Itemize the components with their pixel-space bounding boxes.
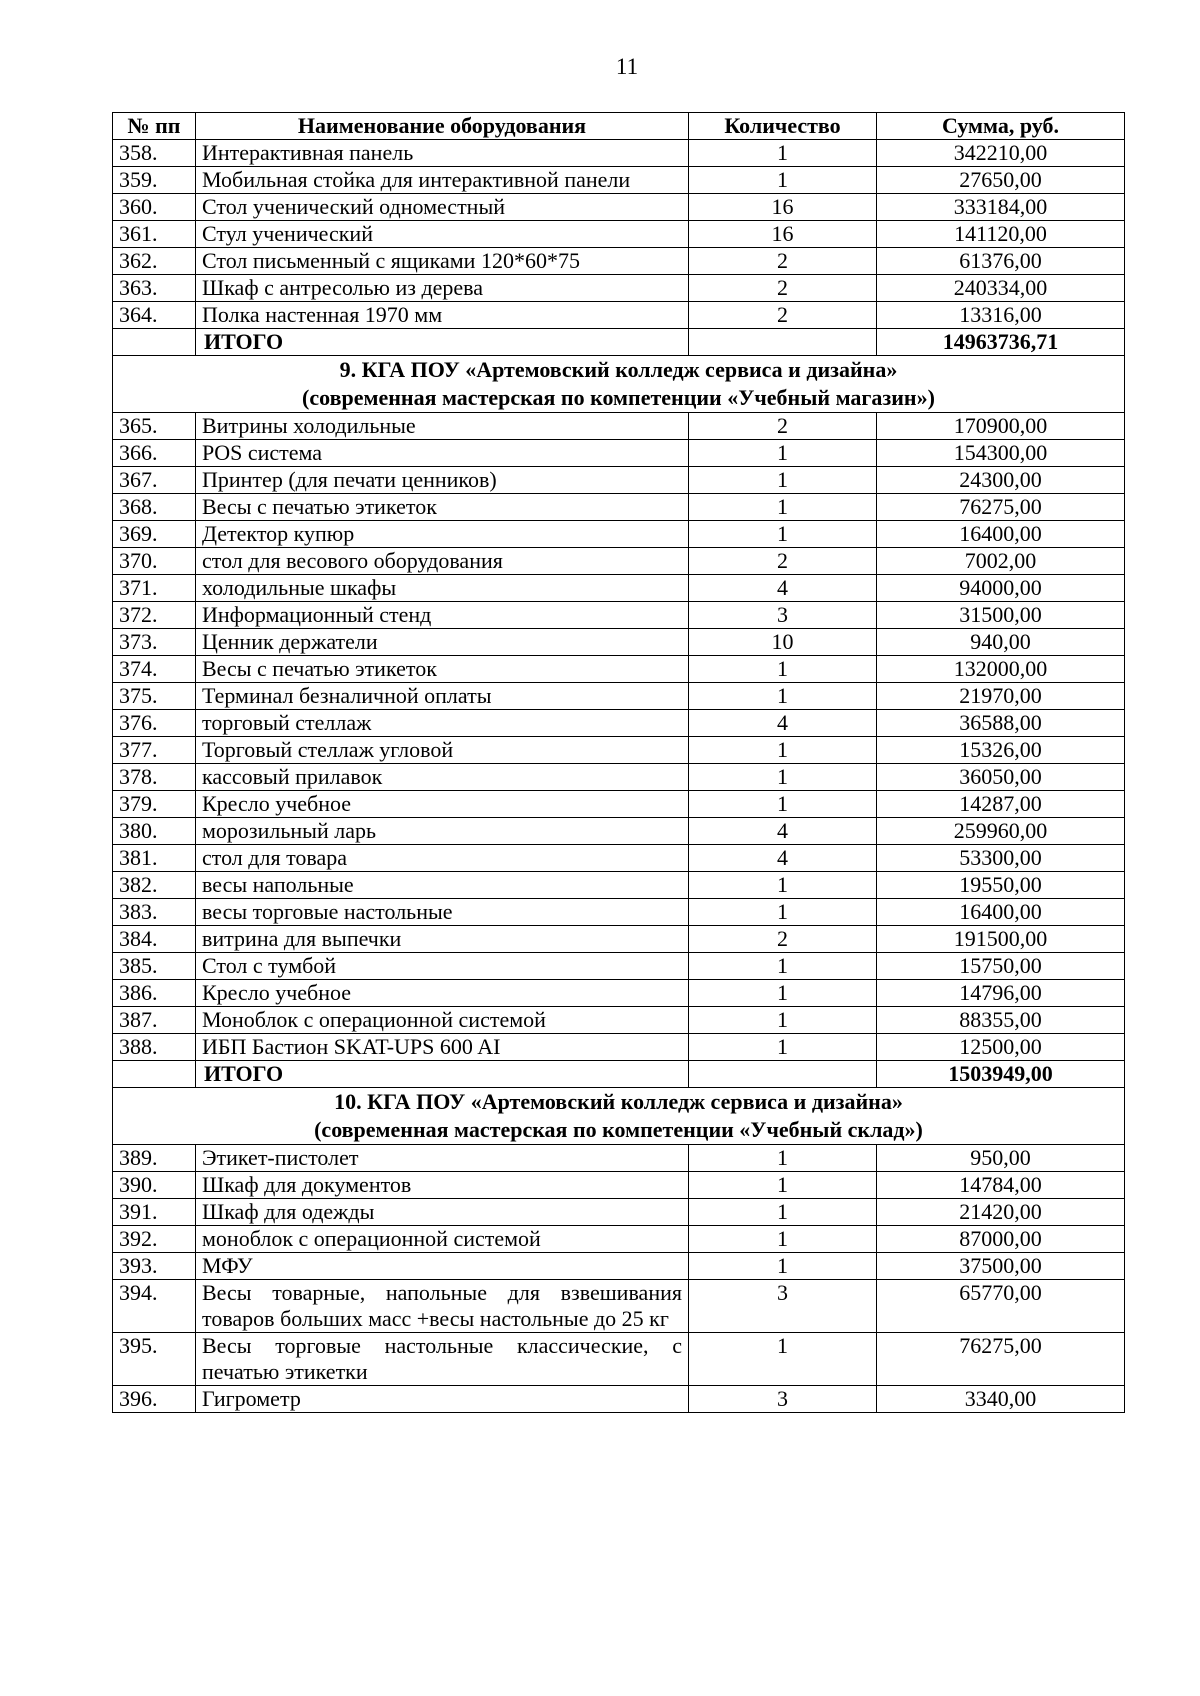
total-sum: 1503949,00 bbox=[877, 1061, 1125, 1088]
row-number: 367. bbox=[113, 467, 196, 494]
equipment-name: Интерактивная панель bbox=[196, 140, 689, 167]
equipment-name: кассовый прилавок bbox=[196, 764, 689, 791]
amount: 132000,00 bbox=[877, 656, 1125, 683]
equipment-name: Шкаф с антресолью из дерева bbox=[196, 275, 689, 302]
equipment-name: Кресло учебное bbox=[196, 791, 689, 818]
total-num-cell bbox=[113, 329, 196, 356]
amount: 7002,00 bbox=[877, 548, 1125, 575]
equipment-name: МФУ bbox=[196, 1253, 689, 1280]
table-row bbox=[113, 845, 1125, 872]
amount: 342210,00 bbox=[877, 140, 1125, 167]
table-row bbox=[113, 1199, 1125, 1226]
table-row bbox=[113, 629, 1125, 656]
equipment-name: витрина для выпечки bbox=[196, 926, 689, 953]
total-row bbox=[113, 329, 1125, 356]
row-number: 376. bbox=[113, 710, 196, 737]
quantity: 1 bbox=[689, 494, 877, 521]
amount: 191500,00 bbox=[877, 926, 1125, 953]
table-row bbox=[113, 275, 1125, 302]
quantity: 2 bbox=[689, 302, 877, 329]
row-number: 374. bbox=[113, 656, 196, 683]
quantity: 3 bbox=[689, 1386, 877, 1413]
table-row bbox=[113, 167, 1125, 194]
quantity: 2 bbox=[689, 275, 877, 302]
quantity: 4 bbox=[689, 575, 877, 602]
row-number: 382. bbox=[113, 872, 196, 899]
quantity: 1 bbox=[689, 656, 877, 683]
header-num: № пп bbox=[113, 113, 196, 140]
section-title bbox=[113, 356, 1125, 413]
table-row bbox=[113, 1386, 1125, 1413]
quantity: 4 bbox=[689, 845, 877, 872]
quantity: 1 bbox=[689, 980, 877, 1007]
section-header-row bbox=[113, 1088, 1125, 1145]
amount: 36588,00 bbox=[877, 710, 1125, 737]
quantity: 1 bbox=[689, 1172, 877, 1199]
equipment-name: Весы с печатью этикеток bbox=[196, 656, 689, 683]
equipment-name: моноблок с операционной системой bbox=[196, 1226, 689, 1253]
row-number: 365. bbox=[113, 413, 196, 440]
table-row bbox=[113, 575, 1125, 602]
table-row bbox=[113, 494, 1125, 521]
table-row bbox=[113, 140, 1125, 167]
equipment-name: Шкаф для документов bbox=[196, 1172, 689, 1199]
quantity: 1 bbox=[689, 167, 877, 194]
table-row bbox=[113, 872, 1125, 899]
equipment-name: Витрины холодильные bbox=[196, 413, 689, 440]
row-number: 368. bbox=[113, 494, 196, 521]
table-row bbox=[113, 710, 1125, 737]
equipment-name: Гигрометр bbox=[196, 1386, 689, 1413]
header-name: Наименование оборудования bbox=[196, 113, 689, 140]
equipment-table bbox=[112, 112, 1125, 1413]
table-header-row bbox=[113, 113, 1125, 140]
quantity: 1 bbox=[689, 1007, 877, 1034]
row-number: 380. bbox=[113, 818, 196, 845]
equipment-name: Стол ученический одноместный bbox=[196, 194, 689, 221]
amount: 940,00 bbox=[877, 629, 1125, 656]
amount: 154300,00 bbox=[877, 440, 1125, 467]
table-row bbox=[113, 953, 1125, 980]
quantity: 16 bbox=[689, 194, 877, 221]
quantity: 1 bbox=[689, 737, 877, 764]
equipment-name: Принтер (для печати ценников) bbox=[196, 467, 689, 494]
equipment-name: Терминал безналичной оплаты bbox=[196, 683, 689, 710]
table-row bbox=[113, 926, 1125, 953]
equipment-name: Стол письменный с ящиками 120*60*75 bbox=[196, 248, 689, 275]
row-number: 360. bbox=[113, 194, 196, 221]
equipment-name: Весы с печатью этикеток bbox=[196, 494, 689, 521]
amount: 21420,00 bbox=[877, 1199, 1125, 1226]
amount: 15326,00 bbox=[877, 737, 1125, 764]
equipment-name: торговый стеллаж bbox=[196, 710, 689, 737]
total-sum: 14963736,71 bbox=[877, 329, 1125, 356]
table-row bbox=[113, 602, 1125, 629]
amount: 24300,00 bbox=[877, 467, 1125, 494]
row-number: 393. bbox=[113, 1253, 196, 1280]
equipment-name: POS система bbox=[196, 440, 689, 467]
row-number: 358. bbox=[113, 140, 196, 167]
quantity: 4 bbox=[689, 710, 877, 737]
quantity: 1 bbox=[689, 1034, 877, 1061]
table-row bbox=[113, 548, 1125, 575]
section-title-line1: 9. КГА ПОУ «Артемовский колледж сервиса и дизайна» bbox=[339, 357, 898, 382]
equipment-name: Весы торговые настольные классические, с печатью этикетки bbox=[196, 1333, 689, 1386]
quantity: 1 bbox=[689, 791, 877, 818]
quantity: 1 bbox=[689, 140, 877, 167]
quantity: 1 bbox=[689, 1199, 877, 1226]
header-qty: Количество bbox=[689, 113, 877, 140]
equipment-name: Торговый стеллаж угловой bbox=[196, 737, 689, 764]
row-number: 388. bbox=[113, 1034, 196, 1061]
amount: 14287,00 bbox=[877, 791, 1125, 818]
equipment-name: Кресло учебное bbox=[196, 980, 689, 1007]
quantity: 1 bbox=[689, 467, 877, 494]
table-row bbox=[113, 248, 1125, 275]
table-row bbox=[113, 791, 1125, 818]
quantity: 4 bbox=[689, 818, 877, 845]
quantity: 1 bbox=[689, 899, 877, 926]
quantity: 10 bbox=[689, 629, 877, 656]
total-qty-cell bbox=[689, 1061, 877, 1088]
table-row bbox=[113, 1280, 1125, 1333]
total-qty-cell bbox=[689, 329, 877, 356]
amount: 27650,00 bbox=[877, 167, 1125, 194]
amount: 333184,00 bbox=[877, 194, 1125, 221]
row-number: 379. bbox=[113, 791, 196, 818]
table-row bbox=[113, 413, 1125, 440]
table-row bbox=[113, 764, 1125, 791]
equipment-name: Этикет-пистолет bbox=[196, 1145, 689, 1172]
equipment-name: Мобильная стойка для интерактивной панели bbox=[196, 167, 689, 194]
amount: 12500,00 bbox=[877, 1034, 1125, 1061]
table-row bbox=[113, 194, 1125, 221]
amount: 3340,00 bbox=[877, 1386, 1125, 1413]
section-title-line2: (современная мастерская по компетенции «Учебный магазин») bbox=[302, 385, 935, 410]
table-row bbox=[113, 1172, 1125, 1199]
total-label: ИТОГО bbox=[196, 1061, 689, 1088]
row-number: 362. bbox=[113, 248, 196, 275]
table-row bbox=[113, 737, 1125, 764]
row-number: 390. bbox=[113, 1172, 196, 1199]
amount: 259960,00 bbox=[877, 818, 1125, 845]
quantity: 1 bbox=[689, 953, 877, 980]
table-row bbox=[113, 1226, 1125, 1253]
section-header-row bbox=[113, 356, 1125, 413]
quantity: 1 bbox=[689, 764, 877, 791]
table-row bbox=[113, 467, 1125, 494]
equipment-name: стол для весового оборудования bbox=[196, 548, 689, 575]
equipment-name: Моноблок с операционной системой bbox=[196, 1007, 689, 1034]
amount: 37500,00 bbox=[877, 1253, 1125, 1280]
row-number: 383. bbox=[113, 899, 196, 926]
row-number: 392. bbox=[113, 1226, 196, 1253]
equipment-name: холодильные шкафы bbox=[196, 575, 689, 602]
row-number: 386. bbox=[113, 980, 196, 1007]
row-number: 394. bbox=[113, 1280, 196, 1333]
row-number: 385. bbox=[113, 953, 196, 980]
row-number: 371. bbox=[113, 575, 196, 602]
amount: 88355,00 bbox=[877, 1007, 1125, 1034]
row-number: 363. bbox=[113, 275, 196, 302]
amount: 141120,00 bbox=[877, 221, 1125, 248]
section-title-line2: (современная мастерская по компетенции «Учебный склад») bbox=[314, 1117, 923, 1142]
equipment-name: весы торговые настольные bbox=[196, 899, 689, 926]
table-row bbox=[113, 1034, 1125, 1061]
amount: 170900,00 bbox=[877, 413, 1125, 440]
amount: 76275,00 bbox=[877, 1333, 1125, 1386]
total-row bbox=[113, 1061, 1125, 1088]
row-number: 378. bbox=[113, 764, 196, 791]
row-number: 370. bbox=[113, 548, 196, 575]
quantity: 1 bbox=[689, 1226, 877, 1253]
row-number: 395. bbox=[113, 1333, 196, 1386]
equipment-name: стол для товара bbox=[196, 845, 689, 872]
row-number: 366. bbox=[113, 440, 196, 467]
row-number: 384. bbox=[113, 926, 196, 953]
amount: 14796,00 bbox=[877, 980, 1125, 1007]
table-body bbox=[113, 140, 1125, 1413]
section-title bbox=[113, 1088, 1125, 1145]
equipment-name: Ценник держатели bbox=[196, 629, 689, 656]
amount: 65770,00 bbox=[877, 1280, 1125, 1333]
table-row bbox=[113, 221, 1125, 248]
quantity: 2 bbox=[689, 248, 877, 275]
row-number: 375. bbox=[113, 683, 196, 710]
quantity: 2 bbox=[689, 926, 877, 953]
row-number: 359. bbox=[113, 167, 196, 194]
quantity: 1 bbox=[689, 683, 877, 710]
equipment-name: Полка настенная 1970 мм bbox=[196, 302, 689, 329]
quantity: 1 bbox=[689, 1145, 877, 1172]
amount: 16400,00 bbox=[877, 521, 1125, 548]
amount: 240334,00 bbox=[877, 275, 1125, 302]
row-number: 396. bbox=[113, 1386, 196, 1413]
quantity: 3 bbox=[689, 1280, 877, 1333]
quantity: 1 bbox=[689, 1333, 877, 1386]
amount: 21970,00 bbox=[877, 683, 1125, 710]
quantity: 1 bbox=[689, 521, 877, 548]
row-number: 391. bbox=[113, 1199, 196, 1226]
amount: 61376,00 bbox=[877, 248, 1125, 275]
total-num-cell bbox=[113, 1061, 196, 1088]
equipment-name: морозильный ларь bbox=[196, 818, 689, 845]
table-row bbox=[113, 302, 1125, 329]
row-number: 387. bbox=[113, 1007, 196, 1034]
quantity: 2 bbox=[689, 413, 877, 440]
amount: 36050,00 bbox=[877, 764, 1125, 791]
table-row bbox=[113, 1253, 1125, 1280]
amount: 94000,00 bbox=[877, 575, 1125, 602]
table-row bbox=[113, 521, 1125, 548]
table-row bbox=[113, 899, 1125, 926]
table-row bbox=[113, 980, 1125, 1007]
equipment-name: Стул ученический bbox=[196, 221, 689, 248]
amount: 31500,00 bbox=[877, 602, 1125, 629]
row-number: 361. bbox=[113, 221, 196, 248]
table-row bbox=[113, 440, 1125, 467]
page-number: 11 bbox=[615, 54, 639, 79]
table-row bbox=[113, 1007, 1125, 1034]
row-number: 369. bbox=[113, 521, 196, 548]
equipment-name: весы напольные bbox=[196, 872, 689, 899]
row-number: 372. bbox=[113, 602, 196, 629]
amount: 76275,00 bbox=[877, 494, 1125, 521]
quantity: 2 bbox=[689, 548, 877, 575]
total-label: ИТОГО bbox=[196, 329, 689, 356]
row-number: 373. bbox=[113, 629, 196, 656]
equipment-name: Информационный стенд bbox=[196, 602, 689, 629]
header-sum: Сумма, руб. bbox=[877, 113, 1125, 140]
equipment-name: Шкаф для одежды bbox=[196, 1199, 689, 1226]
amount: 14784,00 bbox=[877, 1172, 1125, 1199]
amount: 950,00 bbox=[877, 1145, 1125, 1172]
equipment-name: ИБП Бастион SKAT-UPS 600 AI bbox=[196, 1034, 689, 1061]
amount: 19550,00 bbox=[877, 872, 1125, 899]
table-row bbox=[113, 818, 1125, 845]
row-number: 389. bbox=[113, 1145, 196, 1172]
section-title-line1: 10. КГА ПОУ «Артемовский колледж сервиса и дизайна» bbox=[334, 1089, 903, 1114]
row-number: 377. bbox=[113, 737, 196, 764]
table-row bbox=[113, 656, 1125, 683]
amount: 15750,00 bbox=[877, 953, 1125, 980]
quantity: 1 bbox=[689, 1253, 877, 1280]
row-number: 364. bbox=[113, 302, 196, 329]
table-row bbox=[113, 1333, 1125, 1386]
quantity: 1 bbox=[689, 872, 877, 899]
table-row bbox=[113, 1145, 1125, 1172]
amount: 53300,00 bbox=[877, 845, 1125, 872]
table-row bbox=[113, 683, 1125, 710]
amount: 87000,00 bbox=[877, 1226, 1125, 1253]
quantity: 3 bbox=[689, 602, 877, 629]
equipment-name: Стол с тумбой bbox=[196, 953, 689, 980]
equipment-name: Детектор купюр bbox=[196, 521, 689, 548]
quantity: 1 bbox=[689, 440, 877, 467]
row-number: 381. bbox=[113, 845, 196, 872]
amount: 16400,00 bbox=[877, 899, 1125, 926]
equipment-name: Весы товарные, напольные для взвешивания товаров больших масс +весы настольные до 25 кг bbox=[196, 1280, 689, 1333]
quantity: 16 bbox=[689, 221, 877, 248]
amount: 13316,00 bbox=[877, 302, 1125, 329]
